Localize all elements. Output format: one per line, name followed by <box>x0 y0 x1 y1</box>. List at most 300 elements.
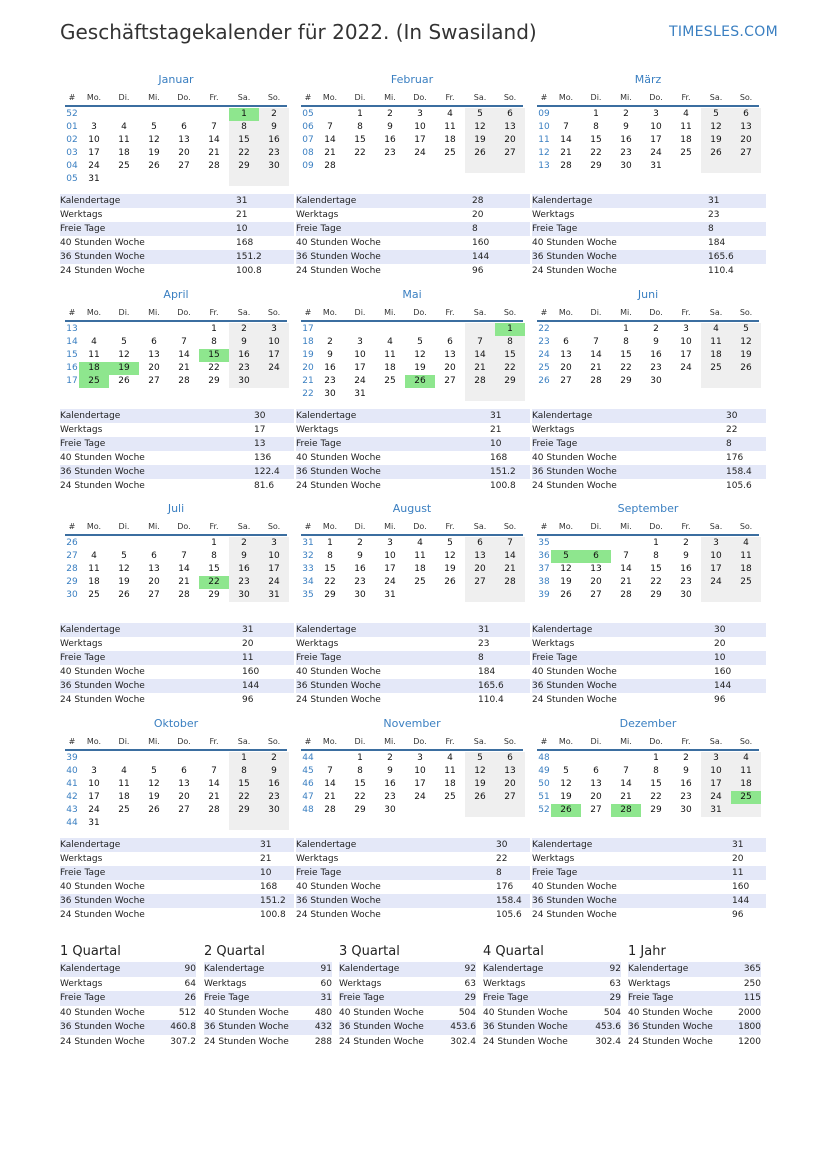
day-cell[interactable]: 4 <box>447 753 453 763</box>
day-cell[interactable]: 6 <box>495 108 525 121</box>
day-cell[interactable]: 11 <box>88 350 100 360</box>
day-cell[interactable]: 24 <box>701 791 731 804</box>
day-cell[interactable]: 11 <box>444 766 456 776</box>
day-cell[interactable]: 12 <box>560 564 572 574</box>
day-cell[interactable]: 3 <box>701 537 731 550</box>
day-cell[interactable]: 3 <box>259 323 289 336</box>
day-cell[interactable]: 3 <box>387 538 393 548</box>
day-cell[interactable]: 12 <box>414 350 426 360</box>
day-cell[interactable]: 9 <box>653 337 659 347</box>
day-cell[interactable]: 27 <box>178 161 190 171</box>
day-cell[interactable]: 4 <box>91 337 97 347</box>
day-cell[interactable]: 30 <box>324 389 336 399</box>
day-cell[interactable]: 21 <box>178 363 190 373</box>
day-cell[interactable]: 6 <box>181 122 187 132</box>
day-cell[interactable]: 14 <box>590 350 602 360</box>
day-cell[interactable]: 9 <box>683 766 689 776</box>
day-cell[interactable]: 18 <box>731 778 761 791</box>
day-cell[interactable]: 22 <box>229 147 259 160</box>
day-cell[interactable]: 20 <box>495 134 525 147</box>
day-cell[interactable]: 27 <box>495 147 525 160</box>
day-cell[interactable]: 25 <box>731 791 761 804</box>
day-cell[interactable]: 18 <box>444 779 456 789</box>
day-cell[interactable]: 2 <box>259 752 289 765</box>
day-cell[interactable]: 30 <box>650 376 662 386</box>
day-cell[interactable]: 28 <box>324 805 336 815</box>
day-cell[interactable]: 24 <box>680 363 692 373</box>
day-cell[interactable]: 16 <box>680 564 692 574</box>
day-cell[interactable]: 6 <box>181 766 187 776</box>
day-cell[interactable]: 19 <box>148 148 160 158</box>
day-cell[interactable]: 15 <box>229 134 259 147</box>
day-cell[interactable]: 6 <box>447 337 453 347</box>
day-cell[interactable]: 5 <box>465 752 495 765</box>
day-cell[interactable]: 17 <box>259 349 289 362</box>
day-cell[interactable]: 1 <box>229 752 259 765</box>
day-cell[interactable]: 20 <box>465 563 495 576</box>
day-cell[interactable]: 19 <box>701 134 731 147</box>
day-cell[interactable]: 13 <box>495 765 525 778</box>
day-cell[interactable]: 14 <box>324 779 336 789</box>
day-cell[interactable]: 13 <box>495 121 525 134</box>
day-cell[interactable]: 18 <box>79 362 109 375</box>
day-cell[interactable]: 29 <box>620 376 632 386</box>
day-cell[interactable]: 19 <box>465 778 495 791</box>
day-cell[interactable]: 11 <box>444 122 456 132</box>
day-cell[interactable]: 25 <box>79 375 109 388</box>
day-cell[interactable]: 16 <box>650 350 662 360</box>
day-cell[interactable]: 19 <box>148 792 160 802</box>
day-cell[interactable]: 21 <box>324 792 336 802</box>
day-cell[interactable]: 29 <box>229 804 259 817</box>
day-cell[interactable]: 22 <box>208 363 220 373</box>
day-cell[interactable]: 16 <box>384 779 396 789</box>
day-cell[interactable]: 13 <box>148 350 160 360</box>
day-cell[interactable]: 20 <box>495 778 525 791</box>
day-cell[interactable]: 12 <box>148 779 160 789</box>
day-cell[interactable]: 4 <box>683 109 689 119</box>
day-cell[interactable]: 20 <box>148 577 160 587</box>
day-cell[interactable]: 21 <box>620 792 632 802</box>
day-cell[interactable]: 10 <box>88 779 100 789</box>
day-cell[interactable]: 6 <box>593 766 599 776</box>
day-cell[interactable]: 13 <box>560 350 572 360</box>
day-cell[interactable]: 19 <box>118 577 130 587</box>
day-cell[interactable]: 14 <box>620 779 632 789</box>
day-cell[interactable]: 12 <box>701 121 731 134</box>
day-cell[interactable]: 20 <box>178 792 190 802</box>
day-cell[interactable]: 4 <box>121 122 127 132</box>
day-cell[interactable]: 1 <box>653 753 659 763</box>
day-cell[interactable]: 24 <box>259 362 289 375</box>
day-cell[interactable]: 28 <box>590 376 602 386</box>
day-cell[interactable]: 8 <box>623 337 629 347</box>
day-cell[interactable]: 4 <box>701 323 731 336</box>
day-cell[interactable]: 21 <box>560 148 572 158</box>
day-cell[interactable]: 7 <box>563 122 569 132</box>
day-cell[interactable]: 4 <box>417 538 423 548</box>
day-cell[interactable]: 8 <box>211 337 217 347</box>
day-cell[interactable]: 9 <box>683 551 689 561</box>
day-cell[interactable]: 31 <box>384 590 396 600</box>
day-cell[interactable]: 15 <box>354 779 366 789</box>
day-cell[interactable]: 25 <box>444 148 456 158</box>
day-cell[interactable]: 30 <box>620 161 632 171</box>
day-cell[interactable]: 11 <box>384 350 396 360</box>
day-cell[interactable]: 31 <box>259 589 289 602</box>
day-cell[interactable]: 28 <box>620 590 632 600</box>
day-cell[interactable]: 5 <box>447 538 453 548</box>
day-cell[interactable]: 6 <box>731 108 761 121</box>
day-cell[interactable]: 10 <box>259 336 289 349</box>
day-cell[interactable]: 10 <box>650 122 662 132</box>
day-cell[interactable]: 11 <box>731 550 761 563</box>
day-cell[interactable]: 8 <box>357 766 363 776</box>
day-cell[interactable]: 26 <box>148 161 160 171</box>
day-cell[interactable]: 27 <box>444 376 456 386</box>
day-cell[interactable]: 4 <box>121 766 127 776</box>
day-cell[interactable]: 23 <box>229 362 259 375</box>
day-cell[interactable]: 6 <box>495 752 525 765</box>
day-cell[interactable]: 24 <box>650 148 662 158</box>
day-cell[interactable]: 3 <box>357 337 363 347</box>
day-cell[interactable]: 29 <box>354 805 366 815</box>
day-cell[interactable]: 19 <box>444 564 456 574</box>
day-cell[interactable]: 25 <box>118 161 130 171</box>
day-cell[interactable]: 13 <box>178 135 190 145</box>
day-cell[interactable]: 7 <box>211 122 217 132</box>
day-cell[interactable]: 23 <box>384 148 396 158</box>
day-cell[interactable]: 5 <box>563 766 569 776</box>
day-cell[interactable]: 12 <box>118 564 130 574</box>
day-cell[interactable]: 16 <box>259 778 289 791</box>
day-cell[interactable]: 5 <box>731 323 761 336</box>
day-cell[interactable]: 23 <box>259 147 289 160</box>
day-cell[interactable]: 23 <box>680 792 692 802</box>
day-cell[interactable]: 3 <box>91 122 97 132</box>
day-cell[interactable]: 9 <box>327 350 333 360</box>
day-cell[interactable]: 8 <box>653 766 659 776</box>
day-cell[interactable]: 2 <box>229 537 259 550</box>
day-cell[interactable]: 6 <box>151 551 157 561</box>
day-cell[interactable]: 11 <box>731 765 761 778</box>
day-cell[interactable]: 12 <box>118 350 130 360</box>
day-cell[interactable]: 29 <box>650 590 662 600</box>
day-cell[interactable]: 2 <box>653 324 659 334</box>
day-cell[interactable]: 25 <box>414 577 426 587</box>
day-cell[interactable]: 4 <box>91 551 97 561</box>
day-cell[interactable]: 24 <box>259 576 289 589</box>
day-cell[interactable]: 7 <box>495 537 525 550</box>
day-cell[interactable]: 22 <box>354 148 366 158</box>
day-cell[interactable]: 21 <box>620 577 632 587</box>
day-cell[interactable]: 1 <box>357 109 363 119</box>
day-cell[interactable]: 24 <box>354 376 366 386</box>
day-cell[interactable]: 19 <box>731 349 761 362</box>
day-cell[interactable]: 10 <box>414 122 426 132</box>
day-cell[interactable]: 20 <box>731 134 761 147</box>
day-cell[interactable]: 11 <box>118 779 130 789</box>
day-cell[interactable]: 18 <box>118 148 130 158</box>
day-cell[interactable]: 4 <box>447 109 453 119</box>
day-cell[interactable]: 15 <box>199 349 229 362</box>
day-cell[interactable]: 25 <box>88 590 100 600</box>
day-cell[interactable]: 20 <box>148 363 160 373</box>
day-cell[interactable]: 8 <box>327 551 333 561</box>
day-cell[interactable]: 28 <box>178 590 190 600</box>
day-cell[interactable]: 2 <box>229 323 259 336</box>
day-cell[interactable]: 2 <box>623 109 629 119</box>
day-cell[interactable]: 9 <box>259 765 289 778</box>
day-cell[interactable]: 1 <box>211 324 217 334</box>
day-cell[interactable]: 12 <box>148 135 160 145</box>
day-cell[interactable]: 21 <box>465 362 495 375</box>
day-cell[interactable]: 21 <box>590 363 602 373</box>
day-cell[interactable]: 7 <box>623 766 629 776</box>
day-cell[interactable]: 21 <box>208 148 220 158</box>
day-cell[interactable]: 27 <box>590 590 602 600</box>
day-cell[interactable]: 30 <box>384 805 396 815</box>
day-cell[interactable]: 10 <box>384 551 396 561</box>
day-cell[interactable]: 18 <box>88 577 100 587</box>
day-cell[interactable]: 19 <box>109 362 139 375</box>
day-cell[interactable]: 5 <box>121 551 127 561</box>
day-cell[interactable]: 28 <box>560 161 572 171</box>
day-cell[interactable]: 10 <box>414 766 426 776</box>
day-cell[interactable]: 10 <box>354 350 366 360</box>
day-cell[interactable]: 31 <box>88 174 100 184</box>
day-cell[interactable]: 29 <box>650 805 662 815</box>
day-cell[interactable]: 1 <box>653 538 659 548</box>
day-cell[interactable]: 19 <box>560 792 572 802</box>
day-cell[interactable]: 18 <box>444 135 456 145</box>
day-cell[interactable]: 27 <box>465 576 495 589</box>
day-cell[interactable]: 3 <box>259 537 289 550</box>
day-cell[interactable]: 23 <box>259 791 289 804</box>
day-cell[interactable]: 14 <box>208 779 220 789</box>
day-cell[interactable]: 24 <box>384 577 396 587</box>
day-cell[interactable]: 13 <box>590 779 602 789</box>
day-cell[interactable]: 5 <box>465 108 495 121</box>
day-cell[interactable]: 9 <box>387 766 393 776</box>
day-cell[interactable]: 17 <box>701 563 731 576</box>
day-cell[interactable]: 27 <box>590 805 602 815</box>
day-cell[interactable]: 19 <box>560 577 572 587</box>
day-cell[interactable]: 16 <box>680 779 692 789</box>
day-cell[interactable]: 27 <box>148 590 160 600</box>
day-cell[interactable]: 7 <box>327 766 333 776</box>
day-cell[interactable]: 14 <box>495 550 525 563</box>
day-cell[interactable]: 26 <box>405 375 435 388</box>
day-cell[interactable]: 16 <box>620 135 632 145</box>
day-cell[interactable]: 5 <box>151 766 157 776</box>
day-cell[interactable]: 1 <box>623 324 629 334</box>
day-cell[interactable]: 16 <box>354 564 366 574</box>
day-cell[interactable]: 5 <box>151 122 157 132</box>
day-cell[interactable]: 25 <box>680 148 692 158</box>
day-cell[interactable]: 15 <box>495 349 525 362</box>
day-cell[interactable]: 16 <box>259 134 289 147</box>
day-cell[interactable]: 30 <box>229 589 259 602</box>
day-cell[interactable]: 17 <box>88 148 100 158</box>
day-cell[interactable]: 19 <box>414 363 426 373</box>
day-cell[interactable]: 12 <box>465 121 495 134</box>
day-cell[interactable]: 23 <box>620 148 632 158</box>
day-cell[interactable]: 8 <box>357 122 363 132</box>
day-cell[interactable]: 27 <box>148 376 160 386</box>
day-cell[interactable]: 23 <box>680 577 692 587</box>
day-cell[interactable]: 18 <box>118 792 130 802</box>
day-cell[interactable]: 18 <box>680 135 692 145</box>
day-cell[interactable]: 24 <box>88 805 100 815</box>
day-cell[interactable]: 15 <box>354 135 366 145</box>
day-cell[interactable]: 21 <box>208 792 220 802</box>
day-cell[interactable]: 17 <box>414 135 426 145</box>
day-cell[interactable]: 1 <box>495 323 525 336</box>
day-cell[interactable]: 14 <box>178 350 190 360</box>
day-cell[interactable]: 13 <box>731 121 761 134</box>
day-cell[interactable]: 28 <box>208 161 220 171</box>
day-cell[interactable]: 10 <box>701 550 731 563</box>
day-cell[interactable]: 30 <box>259 804 289 817</box>
day-cell[interactable]: 27 <box>495 791 525 804</box>
day-cell[interactable]: 9 <box>229 550 259 563</box>
day-cell[interactable]: 22 <box>650 792 662 802</box>
day-cell[interactable]: 26 <box>118 590 130 600</box>
day-cell[interactable]: 16 <box>384 135 396 145</box>
day-cell[interactable]: 23 <box>650 363 662 373</box>
day-cell[interactable]: 8 <box>653 551 659 561</box>
day-cell[interactable]: 7 <box>465 336 495 349</box>
day-cell[interactable]: 26 <box>551 804 581 817</box>
day-cell[interactable]: 26 <box>731 362 761 375</box>
day-cell[interactable]: 3 <box>701 752 731 765</box>
day-cell[interactable]: 1 <box>357 753 363 763</box>
day-cell[interactable]: 26 <box>148 805 160 815</box>
day-cell[interactable]: 7 <box>623 551 629 561</box>
day-cell[interactable]: 30 <box>680 805 692 815</box>
day-cell[interactable]: 29 <box>208 376 220 386</box>
day-cell[interactable]: 1 <box>593 109 599 119</box>
day-cell[interactable]: 9 <box>229 336 259 349</box>
day-cell[interactable]: 12 <box>465 765 495 778</box>
day-cell[interactable]: 22 <box>199 576 229 589</box>
day-cell[interactable]: 26 <box>701 147 731 160</box>
day-cell[interactable]: 26 <box>118 376 130 386</box>
day-cell[interactable]: 24 <box>701 576 731 589</box>
day-cell[interactable]: 27 <box>560 376 572 386</box>
day-cell[interactable]: 1 <box>229 108 259 121</box>
day-cell[interactable]: 7 <box>593 337 599 347</box>
day-cell[interactable]: 18 <box>384 363 396 373</box>
day-cell[interactable]: 14 <box>620 564 632 574</box>
day-cell[interactable]: 28 <box>208 805 220 815</box>
day-cell[interactable]: 2 <box>357 538 363 548</box>
day-cell[interactable]: 5 <box>701 108 731 121</box>
day-cell[interactable]: 26 <box>444 577 456 587</box>
day-cell[interactable]: 7 <box>181 337 187 347</box>
day-cell[interactable]: 11 <box>118 135 130 145</box>
day-cell[interactable]: 15 <box>590 135 602 145</box>
day-cell[interactable]: 14 <box>324 135 336 145</box>
day-cell[interactable]: 28 <box>495 576 525 589</box>
day-cell[interactable]: 14 <box>465 349 495 362</box>
day-cell[interactable]: 5 <box>417 337 423 347</box>
day-cell[interactable]: 30 <box>680 590 692 600</box>
day-cell[interactable]: 18 <box>701 349 731 362</box>
day-cell[interactable]: 8 <box>229 121 259 134</box>
day-cell[interactable]: 18 <box>731 563 761 576</box>
day-cell[interactable]: 29 <box>324 590 336 600</box>
day-cell[interactable]: 2 <box>387 753 393 763</box>
day-cell[interactable]: 28 <box>178 376 190 386</box>
day-cell[interactable]: 4 <box>731 752 761 765</box>
day-cell[interactable]: 13 <box>465 550 495 563</box>
day-cell[interactable]: 2 <box>327 337 333 347</box>
day-cell[interactable]: 9 <box>623 122 629 132</box>
day-cell[interactable]: 30 <box>229 375 259 388</box>
day-cell[interactable]: 6 <box>465 537 495 550</box>
day-cell[interactable]: 20 <box>444 363 456 373</box>
day-cell[interactable]: 10 <box>88 135 100 145</box>
day-cell[interactable]: 11 <box>701 336 731 349</box>
day-cell[interactable]: 22 <box>495 362 525 375</box>
day-cell[interactable]: 26 <box>560 590 572 600</box>
day-cell[interactable]: 9 <box>357 551 363 561</box>
day-cell[interactable]: 4 <box>731 537 761 550</box>
day-cell[interactable]: 4 <box>387 337 393 347</box>
day-cell[interactable]: 28 <box>324 161 336 171</box>
day-cell[interactable]: 25 <box>701 362 731 375</box>
day-cell[interactable]: 6 <box>151 337 157 347</box>
day-cell[interactable]: 11 <box>88 564 100 574</box>
day-cell[interactable]: 25 <box>118 805 130 815</box>
day-cell[interactable]: 22 <box>354 792 366 802</box>
day-cell[interactable]: 15 <box>324 564 336 574</box>
day-cell[interactable]: 12 <box>731 336 761 349</box>
day-cell[interactable]: 30 <box>354 590 366 600</box>
day-cell[interactable]: 20 <box>560 363 572 373</box>
day-cell[interactable]: 20 <box>590 792 602 802</box>
day-cell[interactable]: 23 <box>354 577 366 587</box>
day-cell[interactable]: 5 <box>121 337 127 347</box>
day-cell[interactable]: 27 <box>178 805 190 815</box>
day-cell[interactable]: 8 <box>229 765 259 778</box>
day-cell[interactable]: 22 <box>620 363 632 373</box>
day-cell[interactable]: 2 <box>683 538 689 548</box>
day-cell[interactable]: 19 <box>465 134 495 147</box>
day-cell[interactable]: 29 <box>229 160 259 173</box>
brand-link[interactable]: TIMESLES.COM <box>669 24 778 40</box>
day-cell[interactable]: 6 <box>581 550 611 563</box>
day-cell[interactable]: 17 <box>680 350 692 360</box>
day-cell[interactable]: 31 <box>650 161 662 171</box>
day-cell[interactable]: 17 <box>354 363 366 373</box>
day-cell[interactable]: 31 <box>701 804 731 817</box>
day-cell[interactable]: 17 <box>414 779 426 789</box>
day-cell[interactable]: 15 <box>650 564 662 574</box>
day-cell[interactable]: 13 <box>444 350 456 360</box>
day-cell[interactable]: 25 <box>444 792 456 802</box>
day-cell[interactable]: 2 <box>259 108 289 121</box>
day-cell[interactable]: 23 <box>384 792 396 802</box>
day-cell[interactable]: 3 <box>683 324 689 334</box>
day-cell[interactable]: 13 <box>590 564 602 574</box>
day-cell[interactable]: 18 <box>414 564 426 574</box>
day-cell[interactable]: 14 <box>208 135 220 145</box>
day-cell[interactable]: 24 <box>414 792 426 802</box>
day-cell[interactable]: 22 <box>650 577 662 587</box>
